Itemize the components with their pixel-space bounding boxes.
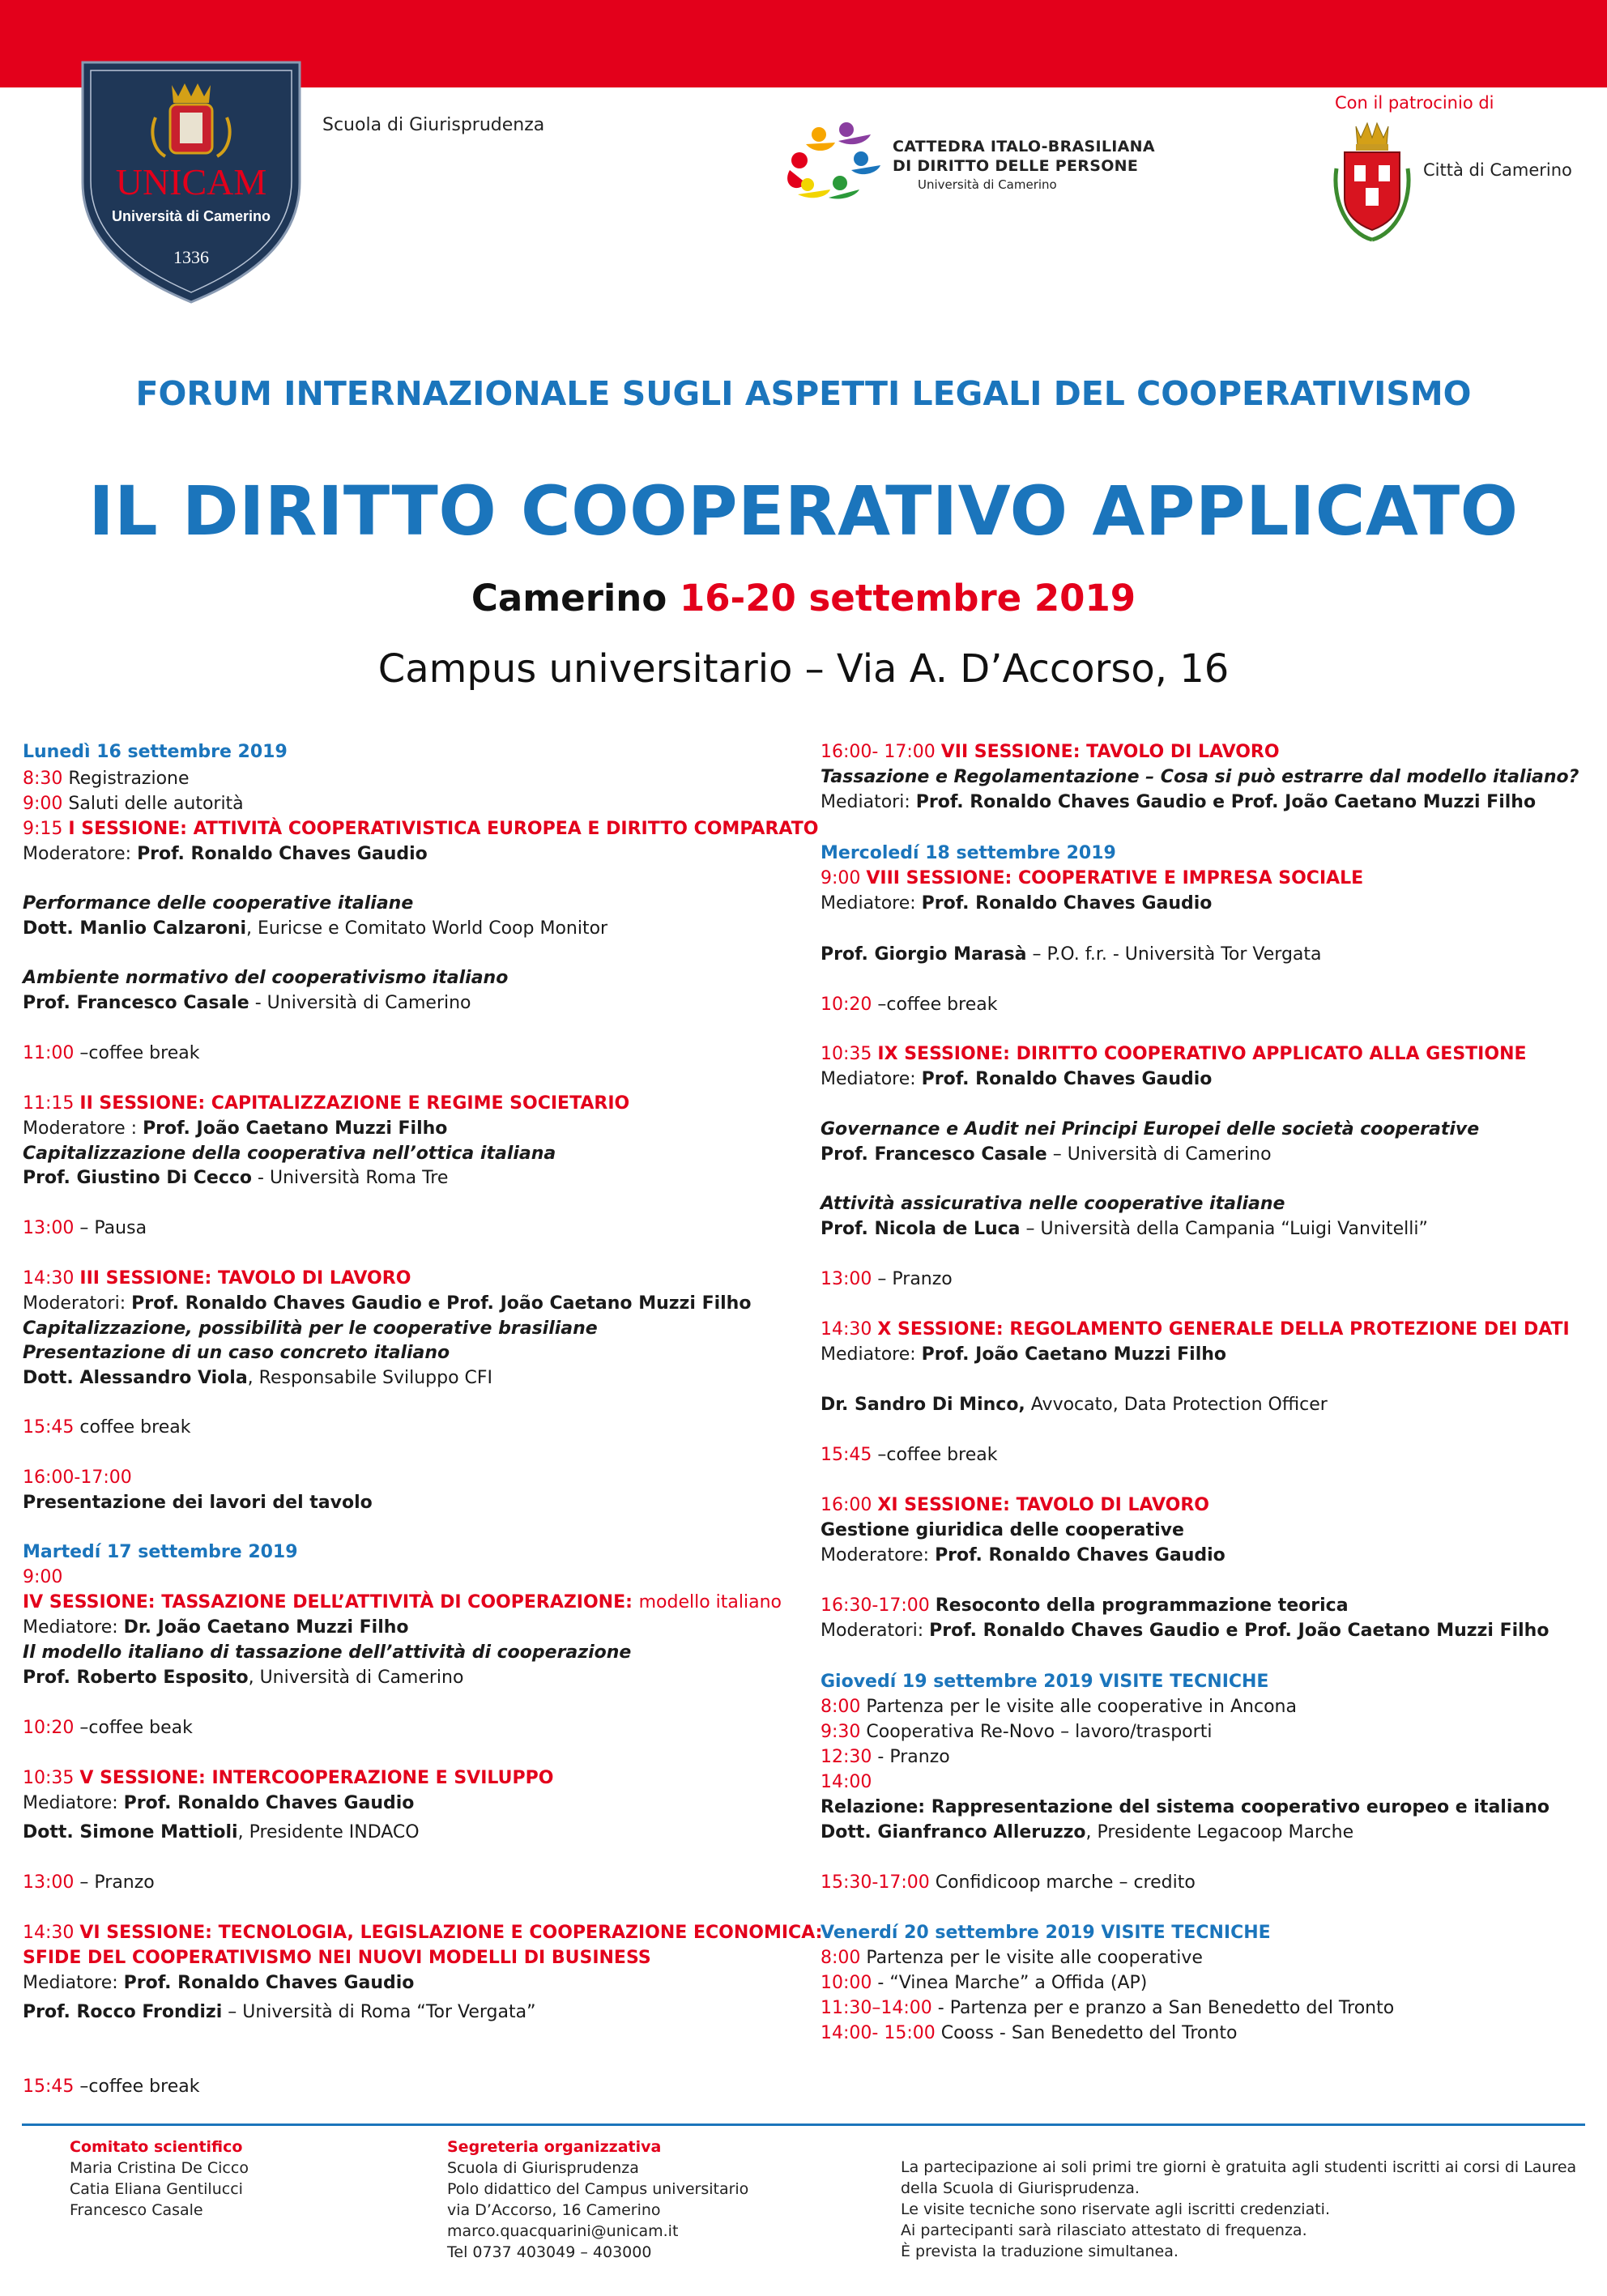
program-line: [23, 1795, 414, 1813]
program-line: [23, 795, 244, 813]
cattedra-figures-icon: [782, 120, 887, 201]
program-text: Prof. Ronaldo Chaves Gaudio: [123, 1793, 415, 1813]
program-line: [821, 1321, 1570, 1339]
program-text: Prof. Giorgio Marasà: [821, 944, 1027, 965]
program-text: Mediatore:: [23, 1973, 124, 1993]
camerino-crest-icon: [1328, 120, 1416, 243]
cattedra-line-1: CATTEDRA ITALO-BRASILIANA: [893, 138, 1155, 155]
program-text: Capitalizzazione della cooperativa nell’ottica italiana: [23, 1144, 556, 1164]
patrocinio-label: Con il patrocinio di: [1335, 93, 1494, 113]
main-title: IL DIRITTO COOPERATIVO APPLICATO: [88, 471, 1519, 551]
logo-name: UNICAM: [115, 161, 267, 202]
program-line: [23, 846, 428, 863]
program-line: [23, 1220, 147, 1237]
program-text: Ambiente normativo del cooperativismo italiano: [23, 968, 509, 988]
program-text: – Pausa: [79, 1218, 147, 1238]
program-text: 11:15: [23, 1093, 80, 1114]
program-line: [821, 996, 997, 1014]
program-text: - Partenza per e pranzo a San Benedetto del Tronto: [937, 1998, 1395, 2018]
program-text: 9:00: [821, 868, 867, 888]
program-text: – Pranzo: [79, 1872, 155, 1893]
program-text: Mediatore:: [821, 1344, 922, 1365]
program-text: –coffee break: [79, 2077, 200, 2097]
program-line: [821, 1446, 997, 1464]
program-line: [23, 1824, 420, 1842]
program-text: 14:00: [821, 1772, 872, 1792]
program-text: Avvocato, Data Protection Officer: [1025, 1395, 1328, 1415]
program-text: 15:45: [23, 1417, 80, 1438]
program-text: Gestione giuridica delle cooperative: [821, 1520, 1184, 1540]
program-text: 14:00- 15:00: [821, 2023, 941, 2043]
program-line: [821, 1874, 1196, 1892]
program-line: [821, 2000, 1394, 2017]
program-text: SFIDE DEL COOPERATIVISMO NEI NUOVI MODELLI DI BUSINESS: [23, 1948, 651, 1968]
program-text: 8:30: [23, 769, 69, 789]
program-line: [821, 1121, 1479, 1139]
program-line: [23, 1770, 553, 1787]
program-text: Resoconto della programmazione teorica: [935, 1595, 1349, 1616]
program-line: [23, 2078, 199, 2096]
program-text: - Pranzo: [877, 1747, 950, 1767]
unicam-shield-logo: [81, 61, 301, 304]
program-text: Partenza per le visite alle cooperative in Ancona: [866, 1697, 1297, 1717]
program-text: Dott. Simone Mattioli: [23, 1822, 238, 1842]
program-text: Registrazione: [68, 769, 190, 789]
program-text: 16:00- 17:00: [821, 742, 941, 762]
program-line: [23, 1569, 62, 1587]
program-line: [821, 794, 1536, 811]
program-text: 15:30-17:00: [821, 1872, 936, 1893]
program-text: Dott. Gianfranco Alleruzzo: [821, 1822, 1086, 1842]
school-name: Scuola di Giurisprudenza: [322, 115, 545, 135]
program-text: - Università Roma Tre: [252, 1168, 449, 1188]
footer-line: Ai partecipanti sarà rilasciato attestato di frequenza.: [901, 2221, 1307, 2239]
footer-line: La partecipazione ai soli primi tre giorni è gratuita agli studenti iscritti ai corsi di Laurea: [901, 2158, 1577, 2176]
program-line: [23, 1045, 199, 1063]
forum-title: FORUM INTERNAZIONALE SUGLI ASPETTI LEGALI DEL COOPERATIVISMO: [135, 374, 1472, 413]
program-text: Prof. Francesco Casale: [821, 1144, 1047, 1165]
program-text: Confidicoop marche – credito: [935, 1872, 1196, 1893]
program-text: Moderatore :: [23, 1118, 143, 1139]
footer-heading: Comitato scientifico: [70, 2138, 243, 2156]
program-text: Prof. Ronaldo Chaves Gaudio e Prof. João Caetano Muzzi Filho: [131, 1293, 752, 1314]
program-text: Relazione: Rappresentazione del sistema cooperativo europeo e italiano: [821, 1797, 1549, 1817]
program-line: [821, 895, 1212, 913]
program-text: modello italiano: [638, 1592, 782, 1612]
program-text: Dott. Alessandro Viola: [23, 1368, 248, 1388]
program-line: [23, 1370, 492, 1387]
footer-divider: [22, 2123, 1585, 2126]
program-text: Moderatore:: [821, 1545, 936, 1565]
program-text: –coffee break: [877, 995, 998, 1015]
program-text: , Presidente Legacoop Marche: [1085, 1822, 1354, 1842]
program-text: 8:00: [821, 1948, 867, 1968]
program-text: – Università della Campania “Luigi Vanvitelli”: [1020, 1219, 1428, 1239]
program-line: [821, 1949, 1203, 1967]
program-text: Cooperativa Re-Novo – lavoro/trasporti: [866, 1722, 1213, 1742]
program-line: [821, 2025, 1237, 2043]
footer-heading: Segreteria organizzativa: [447, 2138, 662, 2156]
program-line: [821, 1497, 1209, 1514]
program-text: Prof. João Caetano Muzzi Filho: [143, 1118, 448, 1139]
program-text: Presentazione dei lavori del tavolo: [23, 1493, 373, 1513]
program-text: XI SESSIONE: TAVOLO DI LAVORO: [877, 1495, 1209, 1515]
program-text: 13:00: [821, 1269, 878, 1289]
day-heading: Mercoledí 18 settembre 2019: [821, 843, 1116, 863]
program-line: [821, 870, 1363, 888]
program-line: [821, 1271, 953, 1289]
program-line: [23, 1594, 782, 1612]
program-text: 10:20: [23, 1718, 80, 1738]
program-text: 13:00: [23, 1872, 80, 1893]
program-text: Saluti delle autorità: [68, 794, 244, 814]
program-text: Dr. Sandro Di Minco,: [821, 1395, 1025, 1415]
program-text: 15:45: [23, 2077, 80, 2097]
program-text: Prof. Francesco Casale: [23, 993, 249, 1013]
program-line: [23, 820, 818, 838]
program-line: [23, 1295, 751, 1313]
program-text: 11:30–14:00: [821, 1998, 938, 2018]
program-text: Prof. Nicola de Luca: [821, 1219, 1021, 1239]
program-line: [23, 1320, 598, 1338]
citta-di-camerino: Città di Camerino: [1423, 160, 1572, 180]
program-text: , Università di Camerino: [248, 1668, 464, 1688]
program-line: [821, 1195, 1285, 1213]
program-text: I SESSIONE: ATTIVITÀ COOPERATIVISTICA EUROPEA E DIRITTO COMPARATO: [68, 819, 819, 839]
program-line: [821, 1749, 950, 1766]
program-text: Mediatore:: [821, 893, 922, 914]
footer-line: È prevista la traduzione simultanea.: [901, 2243, 1179, 2260]
program-text: - Università di Camerino: [249, 993, 471, 1013]
event-city: Camerino: [471, 577, 667, 620]
program-text: Capitalizzazione, possibilità per le cooperative brasiliane: [23, 1318, 598, 1339]
program-text: II SESSIONE: CAPITALIZZAZIONE E REGIME SOCIETARIO: [79, 1093, 630, 1114]
program-text: Attività assicurativa nelle cooperative italiane: [821, 1194, 1285, 1214]
cattedra-line-3: Università di Camerino: [918, 177, 1057, 192]
program-text: – Università di Camerino: [1046, 1144, 1272, 1165]
program-text: 9:15: [23, 819, 69, 839]
day-heading: Giovedí 19 settembre 2019 VISITE TECNICHE: [821, 1672, 1269, 1692]
program-line: [821, 1522, 1184, 1540]
day-heading: Martedí 17 settembre 2019: [23, 1542, 298, 1562]
program-text: Tassazione e Regolamentazione – Cosa si può estrarre dal modello italiano?: [821, 767, 1579, 787]
program-text: VI SESSIONE: TECNOLOGIA, LEGISLAZIONE E COOPERAZIONE ECONOMICA:: [79, 1923, 823, 1943]
program-text: Prof. Roberto Esposito: [23, 1668, 249, 1688]
program-line: [23, 770, 190, 788]
program-line: [23, 920, 607, 938]
program-text: Moderatori:: [23, 1293, 132, 1314]
program-text: Presentazione di un caso concreto italiano: [23, 1343, 450, 1363]
program-text: Performance delle cooperative italiane: [23, 893, 414, 914]
program-text: –coffee break: [877, 1445, 998, 1465]
program-line: [23, 995, 471, 1012]
program-text: Mediatore:: [23, 1793, 124, 1813]
program-text: Partenza per le visite alle cooperative: [866, 1948, 1203, 1968]
footer-line: via D’Accorso, 16 Camerino: [447, 2201, 661, 2219]
program-text: Mediatori:: [821, 792, 916, 812]
program-text: Prof. Rocco Frondizi: [23, 2002, 223, 2022]
program-text: Governance e Audit nei Principi Europei delle società cooperative: [821, 1119, 1480, 1139]
program-text: 16:00-17:00: [23, 1467, 132, 1488]
program-line: [821, 769, 1579, 786]
program-text: Cooss - San Benedetto del Tronto: [940, 2023, 1238, 2043]
event-date-range: 16-20 settembre 2019: [679, 577, 1136, 620]
program-line: [23, 1949, 651, 1967]
program-line: [821, 1698, 1297, 1716]
day-heading: Lunedì 16 settembre 2019: [23, 742, 288, 762]
program-text: X SESSIONE: REGOLAMENTO GENERALE DELLA PROTEZIONE DEI DATI: [877, 1319, 1570, 1340]
program-line: [23, 1974, 414, 1992]
program-text: Prof. Ronaldo Chaves Gaudio: [137, 844, 428, 864]
program-line: [23, 1270, 411, 1288]
program-line: [23, 1924, 822, 1942]
program-text: , Euricse e Comitato World Coop Monitor: [246, 918, 608, 939]
footer-line: Le visite tecniche sono riservate agli iscritti credenziati.: [901, 2200, 1330, 2218]
program-text: –coffee beak: [79, 1718, 193, 1738]
program-line: [23, 895, 413, 913]
program-text: VII SESSIONE: TAVOLO DI LAVORO: [940, 742, 1280, 762]
program-line: [821, 1046, 1527, 1063]
program-text: – Pranzo: [877, 1269, 953, 1289]
program-line: [821, 743, 1280, 761]
program-line: [821, 1597, 1349, 1615]
footer-line: della Scuola di Giurisprudenza.: [901, 2179, 1140, 2197]
day-heading: Venerdí 20 settembre 2019 VISITE TECNICHE: [821, 1923, 1271, 1943]
program-line: [821, 1547, 1225, 1565]
program-text: 10:20: [821, 995, 878, 1015]
program-text: 9:00: [23, 1567, 63, 1587]
program-line: [821, 1071, 1212, 1088]
program-line: [821, 1824, 1353, 1842]
event-dates: [0, 577, 1607, 620]
program-line: [821, 1723, 1212, 1741]
program-line: [23, 1419, 190, 1437]
program-text: 10:35: [821, 1044, 878, 1064]
program-text: Dr. João Caetano Muzzi Filho: [123, 1617, 409, 1638]
program-text: III SESSIONE: TAVOLO DI LAVORO: [79, 1268, 411, 1289]
program-text: VIII SESSIONE: COOPERATIVE E IMPRESA SOCIALE: [866, 868, 1364, 888]
program-text: Moderatori:: [821, 1621, 930, 1641]
program-text: Dott. Manlio Calzaroni: [23, 918, 247, 939]
program-text: Prof. Ronaldo Chaves Gaudio: [935, 1545, 1225, 1565]
program-text: Mediatore:: [821, 1069, 922, 1089]
footer-line: Francesco Casale: [70, 2201, 203, 2219]
program-text: 10:35: [23, 1768, 80, 1788]
program-text: – P.O. f.r. - Università Tor Vergata: [1026, 944, 1322, 965]
program-text: 16:00: [821, 1495, 878, 1515]
footer-line: Tel 0737 403049 – 403000: [447, 2243, 652, 2261]
program-text: 10:00: [821, 1973, 878, 1993]
program-line: [23, 1344, 450, 1362]
program-text: Il modello italiano di tassazione dell’attività di cooperazione: [23, 1642, 632, 1663]
program-line: [821, 946, 1322, 964]
program-text: 12:30: [821, 1747, 878, 1767]
program-line: [821, 1396, 1328, 1414]
program-text: 14:30: [23, 1923, 80, 1943]
footer-line: Scuola di Giurisprudenza: [447, 2159, 639, 2177]
program-text: IV SESSIONE: TASSAZIONE DELL’ATTIVITÀ DI COOPERAZIONE:: [23, 1592, 639, 1612]
program-line: [23, 969, 508, 987]
program-text: - “Vinea Marche” a Offida (AP): [877, 1973, 1148, 1993]
program-line: [23, 1120, 447, 1138]
program-text: Moderatore:: [23, 844, 138, 864]
program-line: [23, 1619, 409, 1637]
program-line: [23, 1719, 193, 1737]
program-text: , Presidente INDACO: [237, 1822, 420, 1842]
program-line: [23, 1145, 556, 1163]
program-text: coffee break: [79, 1417, 191, 1438]
program-text: 11:00: [23, 1043, 80, 1063]
program-line: [23, 1469, 132, 1487]
program-line: [23, 2004, 536, 2021]
program-line: [23, 1874, 155, 1892]
program-line: [821, 1974, 1147, 1992]
cattedra-line-2: DI DIRITTO DELLE PERSONE: [893, 157, 1139, 175]
program-text: 16:30-17:00: [821, 1595, 936, 1616]
program-text: 14:30: [23, 1268, 80, 1289]
program-text: Prof. Ronaldo Chaves Gaudio: [921, 893, 1213, 914]
program-line: [821, 1774, 872, 1791]
program-text: V SESSIONE: INTERCOOPERAZIONE E SVILUPPO: [79, 1768, 554, 1788]
program-text: Prof. Ronaldo Chaves Gaudio e Prof. João Caetano Muzzi Filho: [915, 792, 1537, 812]
footer-line: marco.quacquarini@unicam.it: [447, 2222, 679, 2240]
program-text: –coffee break: [79, 1043, 200, 1063]
program-line: [23, 1169, 448, 1187]
program-text: 15:45: [821, 1445, 878, 1465]
program-text: – Università di Roma “Tor Vergata”: [222, 2002, 536, 2022]
program-text: 9:30: [821, 1722, 867, 1742]
footer-line: Maria Cristina De Cicco: [70, 2159, 249, 2177]
program-text: 9:00: [23, 794, 69, 814]
logo-subtitle: Università di Camerino: [111, 208, 271, 224]
footer-line: Catia Eliana Gentilucci: [70, 2180, 243, 2198]
program-line: [23, 1644, 631, 1662]
program-line: [821, 1346, 1226, 1364]
program-line: [821, 1799, 1549, 1817]
program-line: [23, 1095, 629, 1113]
program-text: Prof. Ronaldo Chaves Gaudio: [921, 1069, 1213, 1089]
program-line: [821, 1622, 1549, 1640]
event-venue: Campus universitario – Via A. D’Accorso, 16: [377, 646, 1230, 692]
program-text: Prof. Giustino Di Cecco: [23, 1168, 253, 1188]
program-line: [821, 1146, 1272, 1164]
program-text: 13:00: [23, 1218, 80, 1238]
program-line: [23, 1494, 373, 1512]
program-text: Mediatore:: [23, 1617, 124, 1638]
program-text: Prof. Ronaldo Chaves Gaudio: [123, 1973, 415, 1993]
program-line: [23, 1669, 463, 1687]
program-text: 14:30: [821, 1319, 878, 1340]
program-text: 8:00: [821, 1697, 867, 1717]
program-line: [821, 1220, 1428, 1238]
logo-year: 1336: [173, 247, 209, 267]
program-text: IX SESSIONE: DIRITTO COOPERATIVO APPLICATO ALLA GESTIONE: [877, 1044, 1527, 1064]
program-text: , Responsabile Sviluppo CFI: [247, 1368, 493, 1388]
program-text: Prof. Ronaldo Chaves Gaudio e Prof. João Caetano Muzzi Filho: [929, 1621, 1549, 1641]
program-text: Prof. João Caetano Muzzi Filho: [921, 1344, 1227, 1365]
footer-line: Polo didattico del Campus universitario: [447, 2180, 749, 2198]
